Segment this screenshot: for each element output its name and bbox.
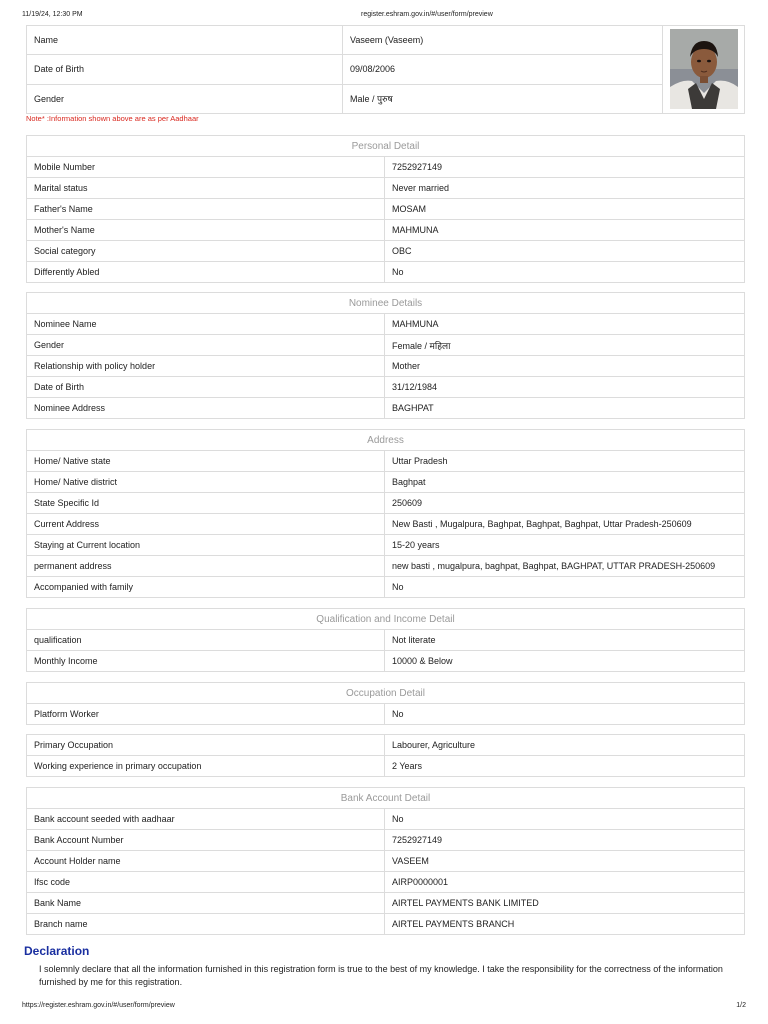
table-row — [27, 262, 745, 283]
row-value: Female / महिला — [385, 335, 745, 356]
row-label: Social category — [27, 241, 385, 262]
row-label: permanent address — [27, 556, 385, 577]
row-value: AIRTEL PAYMENTS BRANCH — [385, 914, 745, 935]
table-row — [27, 893, 745, 914]
row-label: Bank Name — [27, 893, 385, 914]
table-row — [27, 377, 745, 398]
row-value: BAGHPAT — [385, 398, 745, 419]
personal-detail-section — [26, 135, 745, 283]
row-label: Accompanied with family — [27, 577, 385, 598]
row-value: MOSAM — [385, 199, 745, 220]
row-value: VASEEM — [385, 851, 745, 872]
row-label: Ifsc code — [27, 872, 385, 893]
table-row — [27, 809, 745, 830]
table-row — [27, 472, 745, 493]
row-label: Father's Name — [27, 199, 385, 220]
row-value: MAHMUNA — [385, 220, 745, 241]
table-row — [27, 26, 745, 55]
table-row — [27, 493, 745, 514]
row-label: Date of Birth — [27, 377, 385, 398]
table-row — [27, 451, 745, 472]
table-row — [27, 157, 745, 178]
bank-account-section — [26, 787, 745, 935]
row-value: No — [385, 704, 745, 725]
row-label: Name — [27, 26, 343, 55]
row-label: Working experience in primary occupation — [27, 756, 385, 777]
row-value: Not literate — [385, 630, 745, 651]
applicant-photo — [670, 29, 738, 109]
table-row — [27, 704, 745, 725]
primary-occupation-section — [26, 734, 745, 777]
identity-table — [26, 25, 745, 114]
row-value: new basti , mugalpura, baghpat, Baghpat, BAGHPAT, UTTAR PRADESH-250609 — [385, 556, 745, 577]
row-value: Never married — [385, 178, 745, 199]
qualification-income-section — [26, 608, 745, 672]
row-label: Nominee Name — [27, 314, 385, 335]
row-value: Baghpat — [385, 472, 745, 493]
table-row — [27, 514, 745, 535]
table-row — [27, 356, 745, 377]
row-label: Home/ Native district — [27, 472, 385, 493]
row-value: AIRP0000001 — [385, 872, 745, 893]
declaration-text: I solemnly declare that all the information furnished in this registration form is true to the best of my knowledge. I take the responsibility for the correctness of the information furnished by me for this registration. — [39, 964, 723, 987]
table-row — [27, 535, 745, 556]
row-value: 10000 & Below — [385, 651, 745, 672]
row-value: Uttar Pradesh — [385, 451, 745, 472]
section-title: Qualification and Income Detail — [27, 609, 745, 630]
table-row — [27, 335, 745, 356]
section-title: Personal Detail — [27, 136, 745, 157]
section-title: Bank Account Detail — [27, 788, 745, 809]
row-label: Marital status — [27, 178, 385, 199]
row-label: Primary Occupation — [27, 735, 385, 756]
row-value: 7252927149 — [385, 830, 745, 851]
section-title: Address — [27, 430, 745, 451]
occupation-detail-section — [26, 682, 745, 725]
row-value: 2 Years — [385, 756, 745, 777]
row-value: Male / पुरुष — [343, 84, 663, 113]
table-row — [27, 178, 745, 199]
row-value: No — [385, 809, 745, 830]
row-label: Staying at Current location — [27, 535, 385, 556]
table-row — [27, 55, 745, 84]
table-row — [27, 651, 745, 672]
declaration-title: Declaration — [24, 944, 90, 958]
print-header — [0, 11, 768, 23]
row-label: Branch name — [27, 914, 385, 935]
table-row — [27, 914, 745, 935]
table-row — [27, 556, 745, 577]
row-label: Account Holder name — [27, 851, 385, 872]
table-row — [27, 199, 745, 220]
row-value: No — [385, 262, 745, 283]
row-value: 09/08/2006 — [343, 55, 663, 84]
row-label: qualification — [27, 630, 385, 651]
row-value: MAHMUNA — [385, 314, 745, 335]
print-url: register.eshram.gov.in/#/user/form/preview — [361, 11, 493, 18]
table-row — [27, 851, 745, 872]
table-row — [27, 630, 745, 651]
row-label: Mother's Name — [27, 220, 385, 241]
row-label: Platform Worker — [27, 704, 385, 725]
table-row — [27, 84, 745, 113]
section-title: Occupation Detail — [27, 683, 745, 704]
row-label: Bank Account Number — [27, 830, 385, 851]
row-label: Monthly Income — [27, 651, 385, 672]
row-label: Current Address — [27, 514, 385, 535]
row-value: Mother — [385, 356, 745, 377]
row-value: AIRTEL PAYMENTS BANK LIMITED — [385, 893, 745, 914]
row-label: State Specific Id — [27, 493, 385, 514]
photo-cell — [663, 26, 745, 114]
row-label: Home/ Native state — [27, 451, 385, 472]
row-label: Date of Birth — [27, 55, 343, 84]
row-label: Nominee Address — [27, 398, 385, 419]
print-footer — [0, 1002, 768, 1014]
table-row — [27, 220, 745, 241]
print-date: 11/19/24, 12:30 PM — [22, 11, 83, 18]
row-label: Differently Abled — [27, 262, 385, 283]
table-row — [27, 577, 745, 598]
row-value: Labourer, Agriculture — [385, 735, 745, 756]
table-row — [27, 241, 745, 262]
row-label: Mobile Number — [27, 157, 385, 178]
footer-url: https://register.eshram.gov.in/#/user/form/preview — [22, 1002, 175, 1009]
aadhaar-note: Note* :Information shown above are as per Aadhaar — [26, 114, 199, 123]
row-value: 15-20 years — [385, 535, 745, 556]
row-value: 250609 — [385, 493, 745, 514]
table-row — [27, 756, 745, 777]
table-row — [27, 830, 745, 851]
row-value: No — [385, 577, 745, 598]
row-label: Gender — [27, 335, 385, 356]
row-label: Bank account seeded with aadhaar — [27, 809, 385, 830]
row-label: Relationship with policy holder — [27, 356, 385, 377]
nominee-details-section — [26, 292, 745, 419]
row-value: OBC — [385, 241, 745, 262]
row-value: 7252927149 — [385, 157, 745, 178]
table-row — [27, 314, 745, 335]
address-section — [26, 429, 745, 598]
table-row — [27, 872, 745, 893]
row-value: New Basti , Mugalpura, Baghpat, Baghpat, Baghpat, Uttar Pradesh-250609 — [385, 514, 745, 535]
table-row — [27, 735, 745, 756]
row-label: Gender — [27, 84, 343, 113]
row-value: 31/12/1984 — [385, 377, 745, 398]
table-row — [27, 398, 745, 419]
row-value: Vaseem (Vaseem) — [343, 26, 663, 55]
section-title: Nominee Details — [27, 293, 745, 314]
page-number: 1/2 — [736, 1002, 746, 1009]
